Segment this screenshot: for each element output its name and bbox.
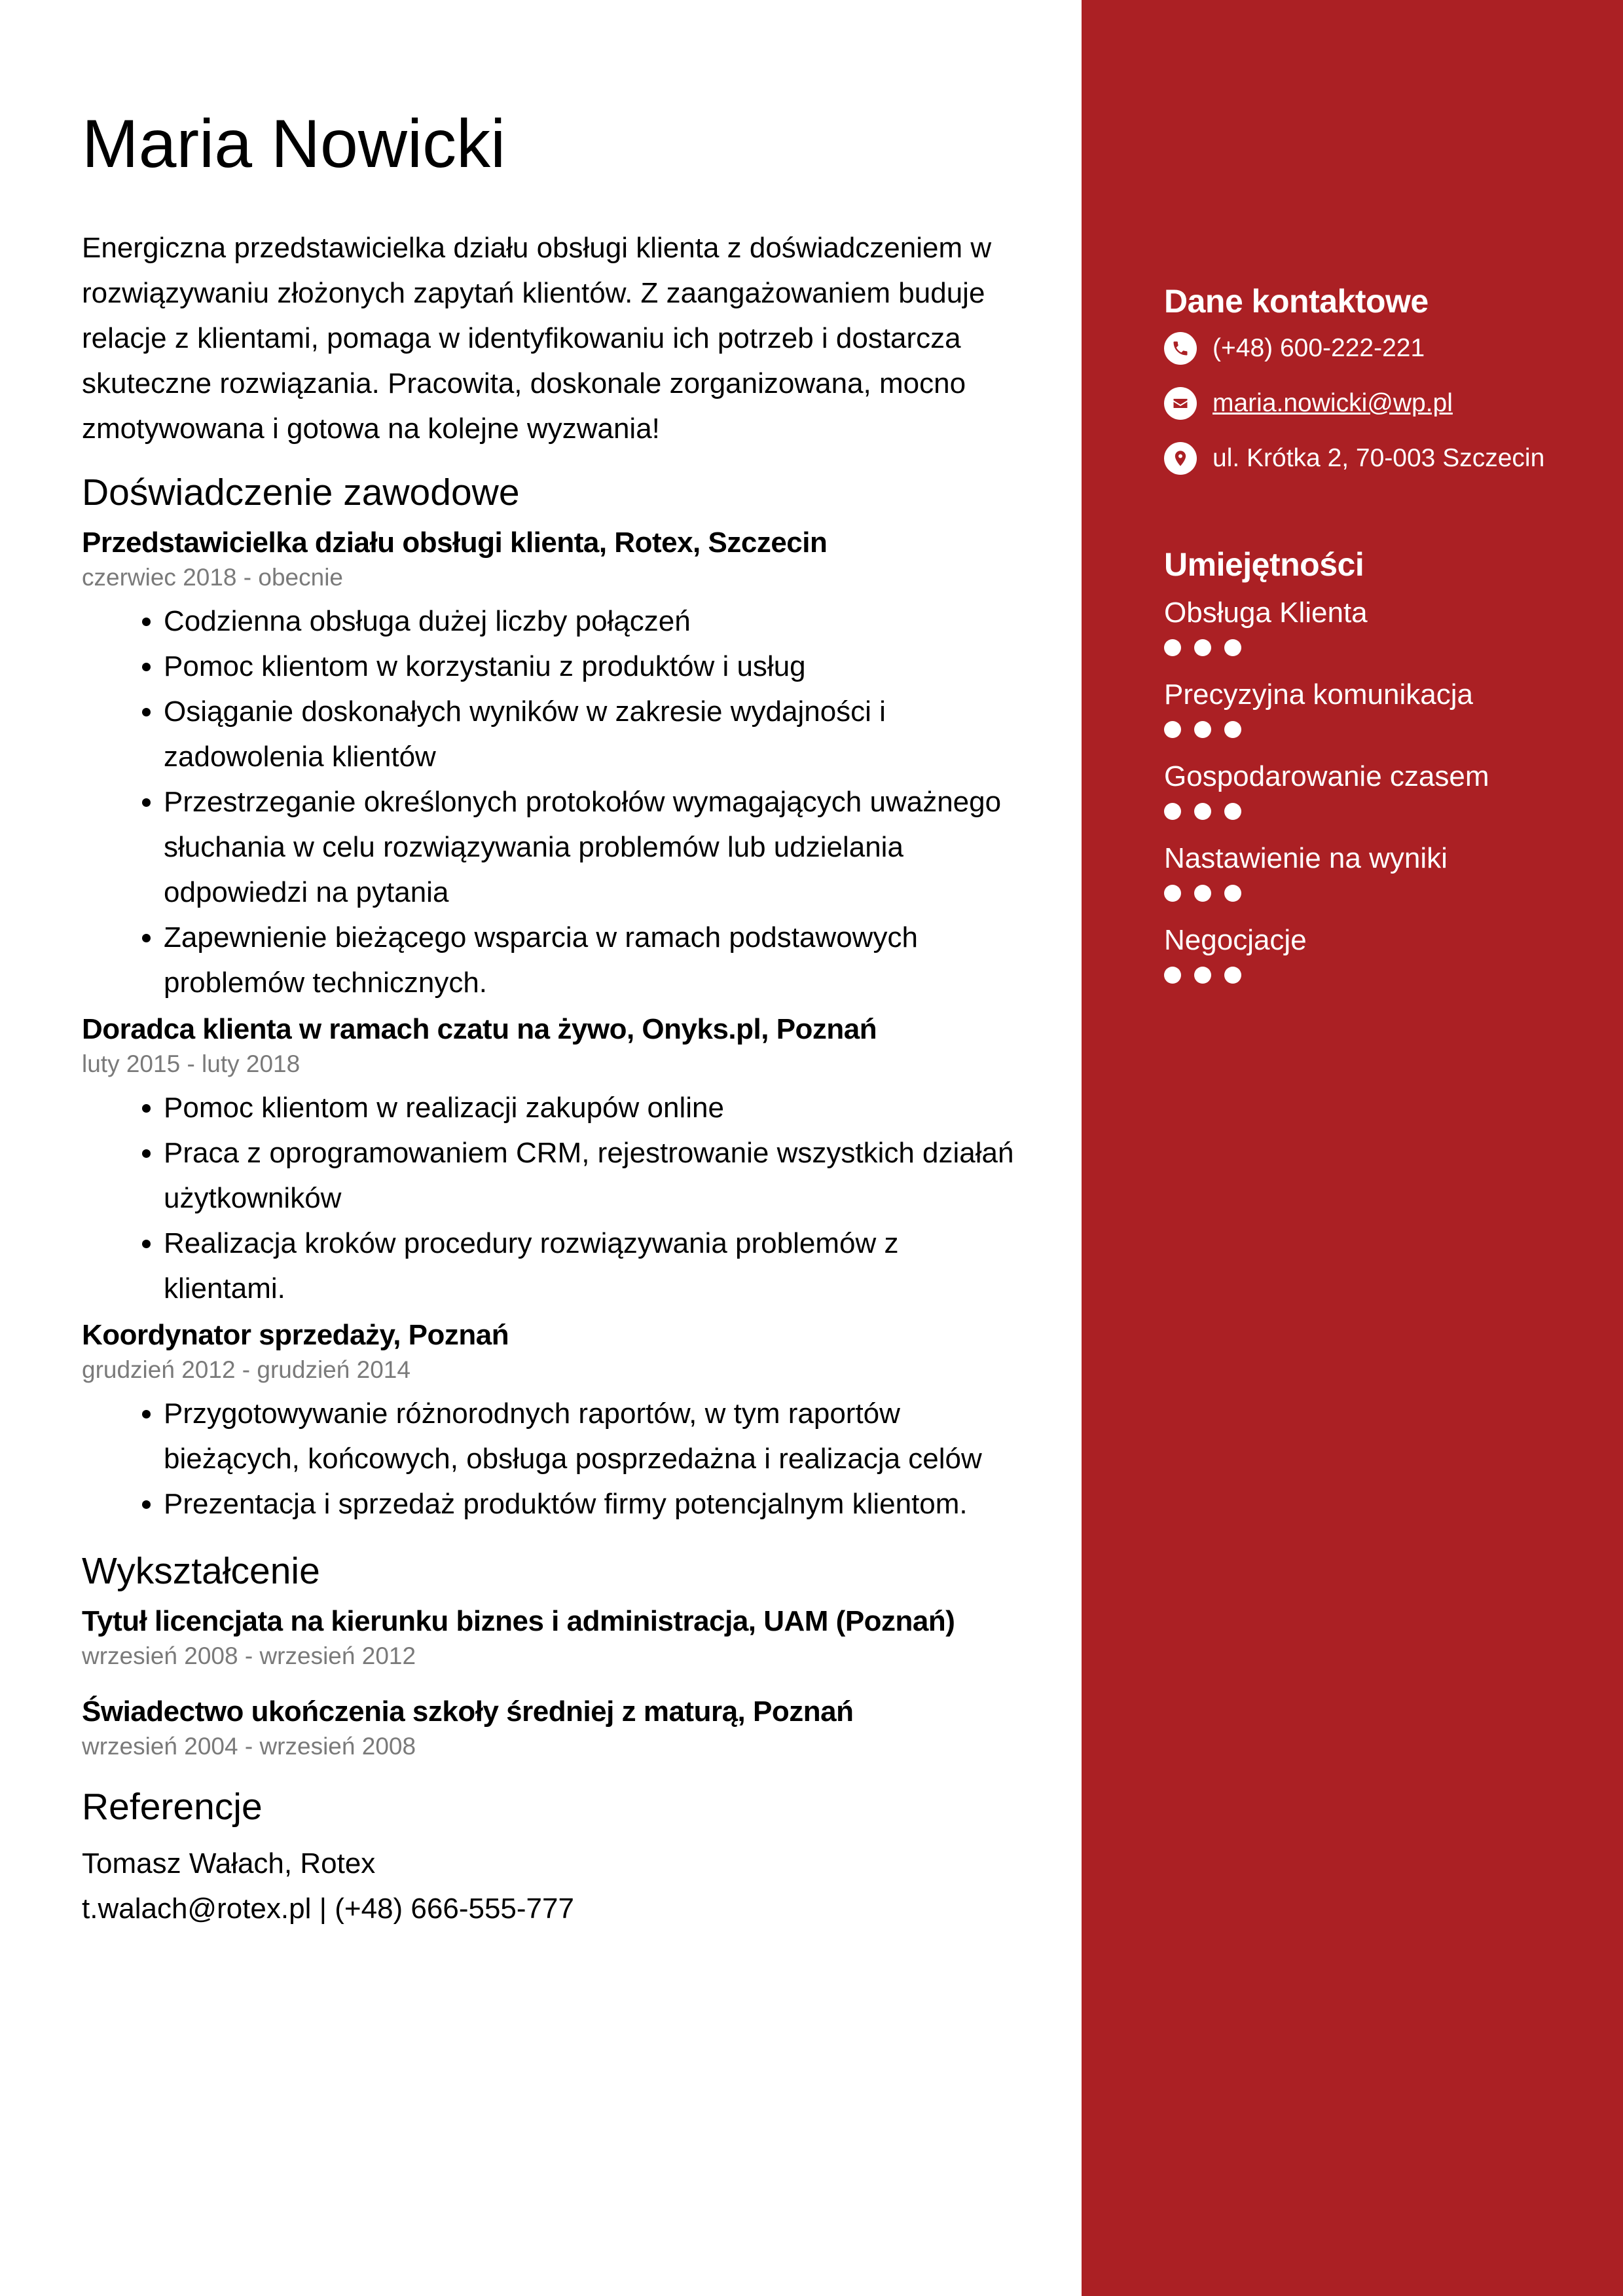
reference-contact: t.walach@rotex.pl | (+48) 666-555-777 (82, 1893, 574, 1925)
skill-dot (1194, 885, 1211, 902)
education-title: Tytuł licencjata na kierunku biznes i administracja, UAM (Poznań) (82, 1605, 955, 1637)
job-date: luty 2015 - luty 2018 (82, 1050, 301, 1077)
skill-item (1164, 675, 1473, 738)
job-title: Doradca klienta w ramach czatu na żywo, Onyks.pl, Poznań (82, 1013, 877, 1045)
skill-item (1164, 921, 1307, 984)
job-bullet: • Praca z oprogramowaniem CRM, rejestrowanie wszystkich działań użytkowników (164, 1130, 1018, 1221)
contact-phone (1164, 331, 1425, 365)
skill-rating (1164, 639, 1368, 656)
job-title: Przedstawicielka działu obsługi klienta, Rotex, Szczecin (82, 527, 828, 559)
skill-rating (1164, 803, 1489, 820)
job-bullet: • Pomoc klientom w realizacji zakupów online (164, 1085, 1018, 1130)
skill-rating (1164, 885, 1448, 902)
skill-dot (1164, 967, 1181, 984)
skill-rating (1164, 721, 1473, 738)
job-date: czerwiec 2018 - obecnie (82, 564, 343, 591)
skill-rating (1164, 967, 1307, 984)
skill-item (1164, 839, 1448, 902)
skill-dot (1164, 639, 1181, 656)
contact-heading: Dane kontaktowe (1164, 283, 1429, 320)
phone-icon (1164, 332, 1197, 365)
email-link[interactable]: maria.nowicki@wp.pl (1213, 389, 1453, 417)
job-bullets (82, 599, 1018, 1005)
section-spacer (82, 1527, 1018, 1545)
skill-dot (1194, 803, 1211, 820)
address-text: ul. Krótka 2, 70-003 Szczecin (1213, 444, 1545, 472)
job-bullet: • Zapewnienie bieżącego wsparcia w ramach podstawowych problemów technicznych. (164, 915, 1018, 1005)
skill-dot (1194, 721, 1211, 738)
skill-name: Negocjacje (1164, 924, 1307, 956)
skill-dot (1224, 885, 1241, 902)
skill-dot (1224, 721, 1241, 738)
job-bullet: • Codzienna obsługa dużej liczby połączeń (164, 599, 1018, 644)
skill-dot (1224, 967, 1241, 984)
skill-name: Nastawienie na wyniki (1164, 842, 1448, 874)
phone-number: (+48) 600-222-221 (1213, 334, 1425, 362)
references-heading: Referencje (82, 1786, 263, 1828)
job-bullets (82, 1085, 1018, 1311)
skill-item (1164, 757, 1489, 820)
skill-name: Precyzyjna komunikacja (1164, 678, 1473, 711)
skill-dot (1194, 639, 1211, 656)
map-pin-icon (1164, 442, 1197, 475)
skill-item (1164, 593, 1368, 656)
job-bullet: • Prezentacja i sprzedaż produktów firmy potencjalnym klientom. (164, 1481, 1018, 1527)
skill-name: Obsługa Klienta (1164, 597, 1368, 629)
reference-name: Tomasz Wałach, Rotex (82, 1847, 376, 1879)
education-entry (82, 1602, 1018, 1672)
skill-dot (1164, 803, 1181, 820)
job-bullet: • Pomoc klientom w korzystaniu z produktów i usług (164, 644, 1018, 689)
content-flow (82, 466, 1018, 1931)
job-bullets (82, 1391, 1018, 1527)
contact-email[interactable] (1164, 386, 1453, 420)
job-entry (82, 524, 1018, 1005)
job-entry (82, 1010, 1018, 1311)
contact-address (1164, 441, 1544, 475)
job-entry (82, 1316, 1018, 1527)
section-spacer (82, 1762, 1018, 1781)
skill-dot (1164, 885, 1181, 902)
education-entry (82, 1693, 1018, 1762)
envelope-icon-glyph (1171, 394, 1190, 413)
skill-name: Gospodarowanie czasem (1164, 760, 1489, 792)
job-bullet: • Osiąganie doskonałych wyników w zakresie wydajności i zadowolenia klientów (164, 689, 1018, 779)
education-title: Świadectwo ukończenia szkoły średniej z maturą, Poznań (82, 1695, 854, 1728)
skill-dot (1164, 721, 1181, 738)
education-heading: Wykształcenie (82, 1550, 320, 1592)
job-bullet: • Przestrzeganie określonych protokołów wymagających uważnego słuchania w celu rozwiązywania problemów lub udzielania odpowiedzi na pytania (164, 779, 1018, 915)
map-pin-icon-glyph (1171, 449, 1190, 468)
envelope-icon (1164, 387, 1197, 420)
education-date: wrzesień 2004 - wrzesień 2008 (82, 1733, 416, 1760)
job-bullet: • Realizacja kroków procedury rozwiązywania problemów z klientami. (164, 1221, 1018, 1311)
job-bullet: • Przygotowywanie różnorodnych raportów, w tym raportów bieżących, końcowych, obsługa posprzedażna i realizacja celów (164, 1391, 1018, 1481)
skill-dot (1224, 803, 1241, 820)
profile-summary: Energiczna przedstawicielka działu obsługi klienta z doświadczeniem w rozwiązywaniu złożonych zapytań klientów. Z zaangażowaniem buduje relacje z klientami, pomaga w identyfikowaniu ich potrzeb i dostarcza skuteczne rozwiązania. Pracowita, doskonale zorganizowana, mocno zmotywowana i gotowa na kolejne wyzwania! (82, 232, 992, 445)
phone-icon-glyph (1171, 339, 1190, 358)
skill-dot (1224, 639, 1241, 656)
skills-heading: Umiejętności (1164, 546, 1364, 583)
candidate-name: Maria Nowicki (82, 106, 506, 182)
education-date: wrzesień 2008 - wrzesień 2012 (82, 1642, 416, 1669)
reference-entry (82, 1841, 1018, 1931)
experience-heading: Doświadczenie zawodowe (82, 472, 520, 513)
entry-spacer (82, 1672, 1018, 1688)
job-title: Koordynator sprzedaży, Poznań (82, 1319, 509, 1351)
skill-dot (1194, 967, 1211, 984)
job-date: grudzień 2012 - grudzień 2014 (82, 1356, 410, 1383)
